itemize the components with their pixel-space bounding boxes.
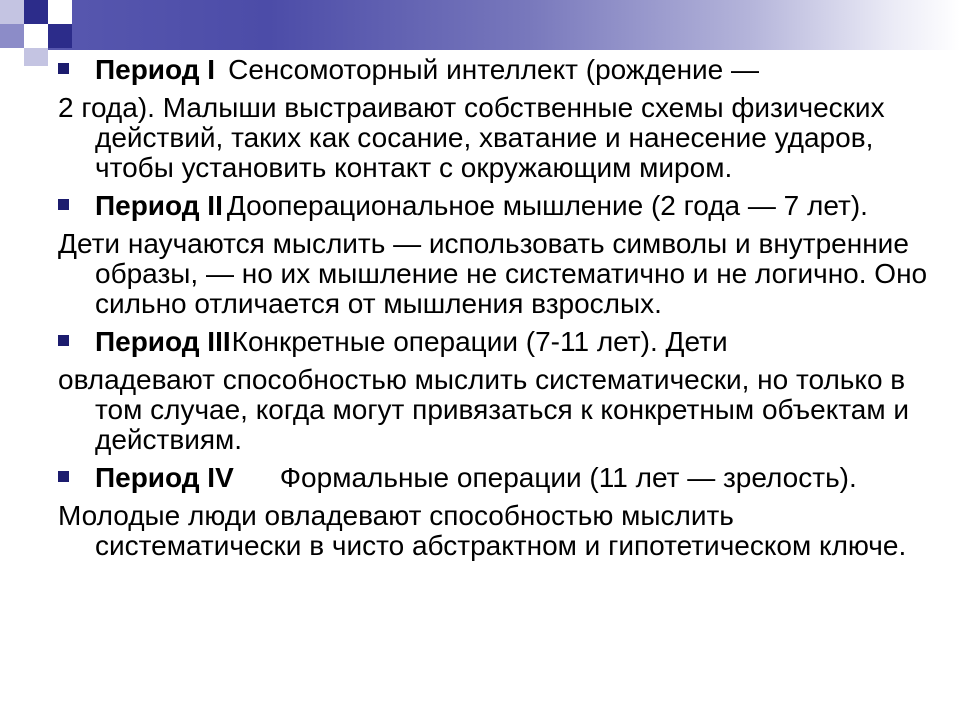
square-bullet-icon: [58, 471, 69, 482]
period-4-heading: [58, 463, 938, 493]
decor-square: [24, 0, 48, 24]
period-4-description: Молодые люди овладевают способностью мыслить систематически в чисто абстрактном и гипотетическом ключе.: [58, 500, 907, 561]
decor-square: [24, 24, 48, 48]
period-label: Период II: [95, 190, 223, 221]
decor-square: [48, 0, 72, 24]
square-bullet-icon: [58, 335, 69, 346]
square-bullet-icon: [58, 199, 69, 210]
period-2-heading: [58, 191, 938, 221]
period-label: Период III: [95, 326, 231, 357]
decor-square: [48, 24, 72, 48]
decor-square: [0, 24, 24, 48]
period-1-heading: [58, 55, 938, 85]
square-bullet-icon: [58, 63, 69, 74]
period-3-heading: [58, 327, 938, 357]
period-2-description: Дети научаются мыслить — использовать символы и внутренние образы, — но их мышление не систематично и не логично. Оно сильно отличается от мышления взрослых.: [58, 228, 928, 319]
period-label: Период IV: [95, 462, 234, 493]
period-title: Дооперациональное мышление (2 года — 7 лет).: [226, 190, 868, 221]
decor-square: [0, 0, 24, 24]
period-label: Период I: [95, 54, 216, 85]
header-gradient-bar: [0, 0, 960, 50]
period-title: Сенсомоторный интеллект (рождение —: [228, 54, 760, 85]
period-1-description: 2 года). Малыши выстраивают собственные схемы физических действий, таких как сосание, хватание и нанесение ударов, чтобы установить контакт с окружающим миром.: [58, 92, 885, 183]
decor-square: [24, 48, 48, 66]
period-title: Формальные операции (11 лет — зрелость).: [279, 462, 857, 493]
decor-square: [0, 48, 24, 66]
period-3-description: овладевают способностью мыслить систематически, но только в том случае, когда могут привязаться к конкретным объектам и действиям.: [58, 364, 910, 455]
period-title: Конкретные операции (7-11 лет). Дети: [231, 326, 728, 357]
slide-body: [58, 55, 938, 569]
